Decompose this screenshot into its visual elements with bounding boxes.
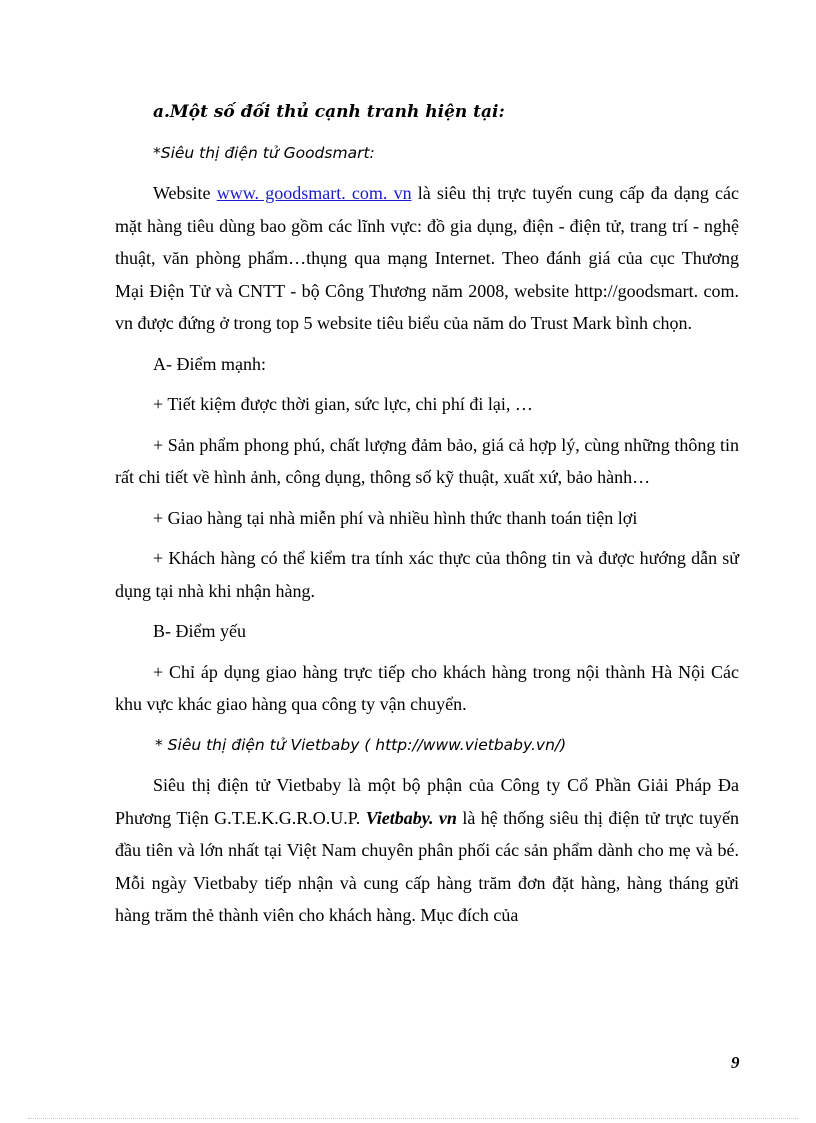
- weaknesses-title: B- Điểm yếu: [153, 621, 246, 641]
- goodsmart-intro-prefix: Website: [153, 183, 217, 203]
- goodsmart-intro-paragraph: [115, 177, 739, 340]
- footer-divider: [28, 1118, 798, 1119]
- strength-item: + Sản phẩm phong phú, chất lượng đảm bảo, giá cả hợp lý, cùng những thông tin rất chi tiết về hình ảnh, công dụng, thông số kỹ thuật, xuất xứ, bảo hành…: [115, 434, 739, 487]
- goodsmart-title: *Siêu thị điện tử Goodsmart:: [153, 143, 375, 162]
- goodsmart-intro-rest: là siêu thị trực tuyến cung cấp đa dạng các mặt hàng tiêu dùng bao gồm các lĩnh vực: đồ gia dụng, điện - điện tử, trang trí - nghệ thuật, văn phòng phẩm…thụng qua mạng Internet. Theo đánh giá của cục Thương Mại Điện Tử và CNTT - bộ Công Thương năm 2008, website http://goodsmart. com. vn được đứng ở trong top 5 website tiêu biểu của năm do Trust Mark bình chọn.: [115, 183, 739, 333]
- strength-item: + Tiết kiệm được thời gian, sức lực, chi phí đi lại, …: [153, 394, 533, 414]
- strength-item: + Khách hàng có thể kiểm tra tính xác thực của thông tin và được hướng dẫn sử dụng tại nhà khi nhận hàng.: [115, 548, 739, 601]
- vietbaby-para-part2: là hệ thống siêu thị điện tử trực tuyến đầu tiên và lớn nhất tại Việt Nam chuyên phân phối các sản phẩm dành cho mẹ và bé. Mỗi ngày Vietbaby tiếp nhận và cung cấp hàng trăm đơn đặt hàng, hàng tháng gửi hàng trăm thẻ thành viên cho khách hàng. Mục đích của: [115, 807, 740, 925]
- page-number: 9: [731, 1053, 740, 1072]
- vietbaby-brand: Vietbaby. vn: [365, 807, 457, 828]
- vietbaby-title: * Siêu thị điện tử Vietbaby ( http://www.vietbaby.vn/): [155, 735, 567, 754]
- vietbaby-paragraph: [115, 769, 739, 932]
- strength-item: + Giao hàng tại nhà miễn phí và nhiều hình thức thanh toán tiện lợi: [153, 507, 638, 528]
- section-heading: a.Một số đối thủ cạnh tranh hiện tại:: [153, 102, 505, 122]
- strengths-title: A- Điểm mạnh:: [153, 353, 266, 374]
- goodsmart-website-link[interactable]: www. goodsmart. com. vn: [216, 183, 412, 203]
- weakness-item: + Chỉ áp dụng giao hàng trực tiếp cho khách hàng trong nội thành Hà Nội Các khu vực khác giao hàng qua công ty vận chuyển.: [115, 661, 739, 714]
- page-content: [115, 96, 739, 940]
- vietbaby-para-part1: Siêu thị điện tử Vietbaby là một bộ phận của Công ty Cổ Phần Giải Pháp Đa Phương Tiện G.T.E.K.G.R.O.U.P.: [115, 775, 739, 828]
